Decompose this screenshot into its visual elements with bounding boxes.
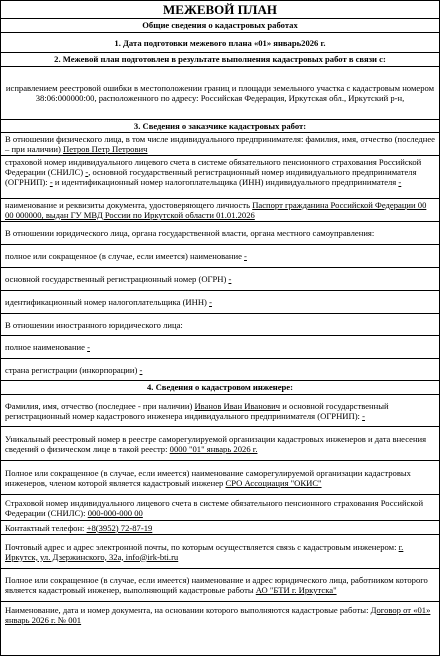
legal-name-row <box>1 245 439 268</box>
engineer-snils-label: Страховой номер индивидуального лицевого счета в системе обязательного пенсионного страхования Российской Федерации (СНИЛС): <box>5 497 424 518</box>
preparation-date-value: «01» январь2026 г. <box>253 37 326 48</box>
customer-inn-value: - <box>398 177 402 187</box>
document-title: МЕЖЕВОЙ ПЛАН <box>1 1 439 19</box>
customer-full-name: Петров Петр Петрович <box>63 144 148 154</box>
engineer-fio-value: Иванов Иван Иванович <box>194 400 281 411</box>
engineer-ogrnip-value: - <box>362 410 365 421</box>
preparation-date-label: 1. Дата подготовки межевого плана <box>114 37 254 48</box>
section-2-heading: 2. Межевой план подготовлен в результате выполнения кадастровых работ в связи с: <box>1 53 439 67</box>
contract-value: Договор от «01» январь 2026 г. № 001 <box>5 605 431 625</box>
foreign-name-row <box>1 336 439 359</box>
contract-row <box>1 602 439 628</box>
section-3-heading: 3. Сведения о заказчике кадастровых работ: <box>1 120 439 133</box>
preparation-date-row <box>1 33 439 53</box>
country-label: страна регистрации (инкорпорации) <box>5 364 140 375</box>
customer-snils-row <box>1 156 439 199</box>
legal-inn-row <box>1 291 439 314</box>
customer-snils-label: страховой номер индивидуального лицевого счета в системе обязательного пенсионного страхования Российской Федерации (СНИЛС) <box>5 157 422 177</box>
section-4-heading: 4. Сведения о кадастровом инженере: <box>1 381 439 395</box>
legal-gov-row <box>1 222 439 245</box>
legal-name-label: полное или сокращенное (в случае, если имеется) наименование <box>5 251 245 261</box>
customer-physical-person-row <box>1 133 439 156</box>
section-2-text <box>1 67 439 120</box>
engineer-sro-row <box>1 461 439 495</box>
physical-person-label: В отношении физического лица, в том числе индивидуального предпринимателя: фамилия, имя, отчество (последнее – при наличии) <box>5 134 435 154</box>
foreign-entity-row <box>1 314 439 336</box>
legal-name-value: - <box>244 251 247 261</box>
sro-label: Полное или сокращенное (в случае, если имеется) наименование саморегулируемой организации кадастровых инженеров, членом которой является кадастровый инженер <box>5 467 411 488</box>
engineer-fio-row <box>1 395 439 427</box>
organization-value: АО "БТИ г. Иркутска" <box>255 585 337 595</box>
customer-identity-doc-row <box>1 199 439 222</box>
legal-inn-label: идентификационный номер налогоплательщика (ИНН) <box>5 297 210 307</box>
customer-ogrnip-value: - <box>49 177 53 187</box>
phone-label: Контактный телефон: <box>5 522 87 533</box>
engineer-fio-label: Фамилия, имя, отчество (последнее - при наличии) <box>5 400 195 411</box>
cadastral-work-reason: исправлением реестровой ошибки в местоположении границ и площади земельного участка с кадастровым номером 38:06:000000:00, расположенного по адресу: Российская Федерация, Иркутская обл., Иркутский р-н, <box>5 83 435 103</box>
customer-ogrnip-label: , основной государственный регистрационный номер индивидуального предпринимателя (ОГРНИП): <box>5 167 417 187</box>
engineer-org-row <box>1 569 439 602</box>
identity-doc-label: наименование и реквизиты документа, удостоверяющего личность <box>5 200 253 210</box>
registry-value: 0000 "01" январь 2026 г. <box>169 443 258 454</box>
foreign-entity-label: В отношении иностранного юридического лица: <box>5 319 183 330</box>
engineer-address-row <box>1 535 439 569</box>
address-value: г. Иркутск, ул. Дзержинского, 32а, info@irk-bti.ru <box>5 541 404 562</box>
engineer-snils-row <box>1 495 439 521</box>
identity-doc-value: Паспорт гражданина Российской Федерации 00 00 000000, выдан ГУ МВД России по Иркутской области 01.01.2026 <box>5 200 427 220</box>
customer-inn-label: и идентификационный номер налогоплательщика (ИНН) индивидуального предпринимателя <box>52 177 399 187</box>
foreign-name-value: - <box>87 342 90 352</box>
country-row <box>1 359 439 381</box>
engineer-registry-row <box>1 427 439 461</box>
organization-label: Полное или сокращенное (в случае, если имеется) наименование и адрес юридического лица, работником которого является кадастровый инженер, выполняющий кадастровые работы <box>5 575 428 595</box>
engineer-ogrnip-label: и основной государственный регистрационный номер кадастрового инженера индивидуального предпринимателя (ОГРНИП): <box>5 400 389 421</box>
legal-ogrn-value: - <box>228 274 232 284</box>
legal-inn-value: - <box>209 297 212 307</box>
country-value: - <box>139 364 143 375</box>
engineer-snils-value: 000-000-000 00 <box>87 507 143 518</box>
legal-gov-label: В отношении юридического лица, органа государственной власти, органа местного самоуправления: <box>5 228 375 238</box>
address-label: Почтовый адрес и адрес электронной почты, по которым осуществляется связь с кадастровым инженером: <box>5 541 399 552</box>
sro-value: СРО Ассоциация "ОКИС" <box>225 477 322 488</box>
phone-value: +8(3952) 72-87-19 <box>86 522 153 533</box>
contract-label: Наименование, дата и номер документа, на основании которого выполняются кадастровые работы: <box>5 605 371 615</box>
legal-ogrn-label: основной государственный регистрационный номер (ОГРН) <box>5 274 229 284</box>
engineer-phone-row <box>1 521 439 535</box>
customer-snils-value: - <box>85 167 89 177</box>
foreign-name-label: полное наименование <box>5 342 88 352</box>
general-info-heading: Общие сведения о кадастровых работах <box>1 19 439 33</box>
legal-ogrn-row <box>1 268 439 291</box>
registry-label: Уникальный реестровый номер в реестре саморегулируемой организации кадастровых инженеров и дата внесения сведений о физическом лице в такой реестр: <box>5 433 427 454</box>
